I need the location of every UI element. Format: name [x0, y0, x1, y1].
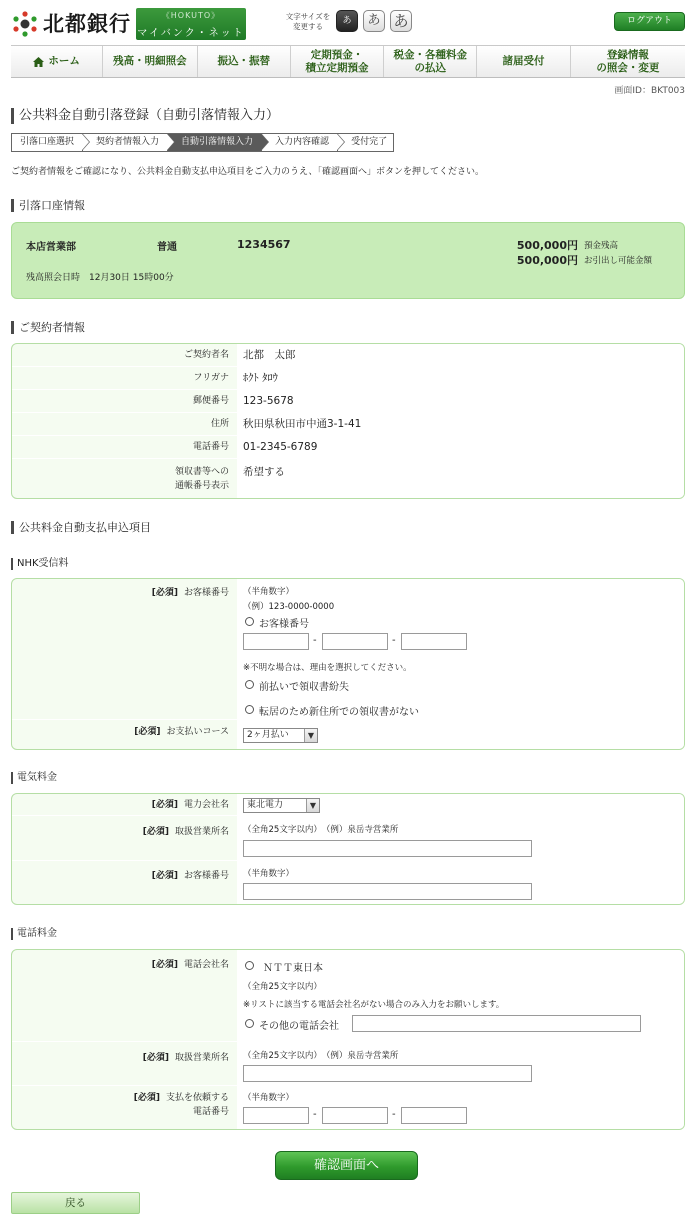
- required-mark: [必須]: [151, 960, 178, 970]
- header: [0, 0, 700, 46]
- dash: -: [313, 635, 317, 646]
- nhk-customer-input-2[interactable]: [322, 633, 388, 650]
- nav-transfer-label: 振込・振替: [217, 55, 270, 67]
- contract-address-label: 住所: [210, 419, 229, 429]
- account-balance: 500,000円: [516, 239, 578, 252]
- required-mark: [必須]: [151, 588, 178, 598]
- electric-office-hint: （全角25文字以内） （例）泉岳寺営業所: [243, 825, 399, 835]
- bank-logo-icon: [12, 11, 38, 37]
- intro-text: ご契約者情報をご確認になり、公共料金自動支払申込項目をご入力のうえ、「確認画面へ」ボタンを押してください。: [11, 167, 485, 177]
- nav-registration[interactable]: [571, 46, 685, 77]
- nav-time-deposit-label: [305, 49, 368, 75]
- contract-row-address: [12, 413, 684, 436]
- electric-form-box: [11, 793, 685, 905]
- electric-office-field: [237, 816, 684, 860]
- nhk-course-row: [12, 720, 684, 750]
- nav-home[interactable]: [11, 46, 103, 77]
- electric-customer-label-text: お客様番号: [183, 871, 229, 881]
- dash: -: [313, 1109, 317, 1120]
- nhk-reason2-label: 転居のため新住所での領収書がない: [259, 707, 419, 718]
- nav-time-deposit-line2: 積立定期預金: [305, 61, 369, 74]
- nhk-hint-numeric: （半角数字）: [243, 587, 295, 597]
- required-mark: [必須]: [142, 1053, 169, 1063]
- nhk-reason1-label: 前払いで領収書紛失: [259, 682, 349, 693]
- nav-registration-line2: の照会・変更: [596, 61, 660, 74]
- account-type: 普通: [157, 242, 177, 253]
- electric-company-label: [12, 794, 237, 815]
- contract-phone-value: 01-2345-6789: [237, 436, 684, 458]
- electric-company-selected: 東北電力: [247, 800, 284, 810]
- phone-other-label: その他の電話会社: [259, 1021, 339, 1032]
- step-1: 引落口座選択: [11, 133, 82, 152]
- account-info-box: [11, 222, 685, 299]
- required-mark: [必須]: [151, 800, 178, 810]
- step-indicator: [11, 133, 394, 152]
- nhk-hint-example: （例）123-0000-0000: [243, 602, 335, 612]
- font-size-label-line2: 変更する: [293, 22, 323, 31]
- contract-row-kana: [12, 367, 684, 390]
- contract-phone-label: 電話番号: [192, 442, 229, 452]
- back-button[interactable]: 戻る: [11, 1192, 140, 1214]
- screen-id: 画面ID：BKT003: [614, 86, 685, 96]
- contract-name-value: 北都 太郎: [237, 344, 684, 366]
- account-number: 1234567: [237, 238, 291, 251]
- electric-office-label-text: 取扱営業所名: [174, 827, 229, 837]
- nav-home-label: ホーム: [48, 55, 80, 67]
- font-size-large-button[interactable]: あ: [390, 10, 412, 32]
- nav-registration-label: [596, 49, 659, 75]
- phone-office-label: [12, 1042, 237, 1085]
- nhk-reason2-radio[interactable]: [245, 705, 254, 714]
- phone-section-title: 電話料金: [11, 928, 57, 940]
- phone-tel-label: [12, 1086, 237, 1130]
- electric-customer-label: [12, 861, 237, 905]
- contract-row-receipt: [12, 459, 684, 499]
- electric-office-input[interactable]: [243, 840, 532, 857]
- phone-tel-input-1[interactable]: [243, 1107, 309, 1124]
- nhk-reason1-radio[interactable]: [245, 680, 254, 689]
- electric-office-label: [12, 816, 237, 860]
- nav-tax-payment[interactable]: [384, 46, 477, 77]
- contract-zip-label: 郵便番号: [192, 396, 229, 406]
- nav-notifications-label: 諸届受付: [502, 55, 545, 67]
- electric-customer-field: [237, 861, 684, 905]
- phone-company-row: [12, 950, 684, 1042]
- electric-company-select[interactable]: [243, 798, 320, 813]
- global-nav: [11, 45, 685, 78]
- phone-company-label-text: 電話会社名: [183, 960, 229, 970]
- nav-registration-line1: 登録情報: [606, 48, 649, 61]
- nav-time-deposit[interactable]: [291, 46, 384, 77]
- dash: -: [392, 635, 396, 646]
- logout-button[interactable]: ログアウト: [614, 12, 685, 31]
- phone-office-field: [237, 1042, 684, 1085]
- nhk-customer-label-text: お客様番号: [183, 588, 229, 598]
- contract-receipt-label-line1: 領収書等への: [174, 467, 229, 477]
- nhk-form-box: [11, 578, 685, 750]
- phone-tel-label-line1: 支払を依頼する: [165, 1093, 229, 1103]
- nav-tax-payment-label: [394, 49, 468, 75]
- nav-transfer[interactable]: [198, 46, 291, 77]
- service-band: [136, 8, 246, 40]
- nav-notifications[interactable]: [477, 46, 570, 77]
- nhk-customer-row: [12, 579, 684, 720]
- contract-section-title: ご契約者情報: [11, 321, 85, 334]
- electric-section-title: 電気料金: [11, 772, 57, 784]
- font-size-medium-button[interactable]: あ: [363, 10, 385, 32]
- electric-company-field: [237, 794, 684, 815]
- electric-customer-hint: （半角数字）: [243, 869, 295, 879]
- phone-company-field: [237, 950, 684, 1041]
- phone-tel-row: [12, 1086, 684, 1130]
- nhk-customer-field: [237, 579, 684, 719]
- contract-row-phone: [12, 436, 684, 459]
- electric-office-row: [12, 816, 684, 861]
- step-4: 入力内容確認: [261, 133, 337, 152]
- phone-other-input[interactable]: [352, 1015, 641, 1032]
- step-3-current: 自動引落情報入力: [167, 133, 261, 152]
- account-available-label: お引出し可能金額: [584, 256, 653, 266]
- font-size-small-button[interactable]: あ: [336, 10, 358, 32]
- phone-company-note: ※リストに該当する電話会社名がない場合のみ入力をお願いします。: [243, 1000, 505, 1010]
- phone-tel-hint: （半角数字）: [243, 1093, 295, 1103]
- step-5: 受付完了: [337, 133, 394, 152]
- chevron-down-icon: ▼: [304, 729, 317, 742]
- page-title: 公共料金自動引落登録（自動引落情報入力）: [11, 108, 279, 124]
- home-icon: [33, 57, 44, 67]
- nav-balance[interactable]: [103, 46, 197, 77]
- contract-row-name: [12, 344, 684, 367]
- phone-tel-input-3[interactable]: [401, 1107, 467, 1124]
- nav-balance-label: 残高・明細照会: [113, 55, 187, 67]
- account-section-title: 引落口座情報: [11, 199, 85, 212]
- nav-tax-payment-line2: の払込: [414, 61, 447, 74]
- electric-customer-row: [12, 861, 684, 905]
- nhk-course-selected: 2ヶ月払い: [247, 730, 289, 740]
- electric-company-label-text: 電力会社名: [183, 800, 229, 810]
- contract-receipt-value: 希望する: [237, 459, 684, 499]
- phone-company-label: [12, 950, 237, 1041]
- contract-receipt-label: [12, 459, 237, 499]
- font-size-label-line1: 文字サイズを: [285, 12, 331, 21]
- contract-row-zip: [12, 390, 684, 413]
- contract-info-box: [11, 343, 685, 499]
- nhk-customer-input-3[interactable]: [401, 633, 467, 650]
- contract-kana-value: ﾎｸﾄ ﾀﾛｳ: [237, 367, 684, 389]
- contract-kana-label: フリガナ: [193, 373, 229, 383]
- account-branch: 本店営業部: [26, 242, 76, 253]
- service-band-jp: マイバンク・ネット: [137, 28, 245, 39]
- nhk-customer-radio-label: お客様番号: [259, 619, 309, 630]
- contract-address-value: 秋田県秋田市中通3-1-41: [237, 413, 684, 435]
- account-balance-label: 預金残高: [584, 241, 619, 251]
- nhk-unknown-note: ※不明な場合は、理由を選択してください。: [243, 663, 412, 673]
- phone-tel-input-2[interactable]: [322, 1107, 388, 1124]
- contract-zip-value: 123-5678: [237, 390, 684, 412]
- phone-ntt-label: ＮＴＴ東日本: [263, 963, 323, 974]
- phone-form-box: [11, 949, 685, 1130]
- balance-check-time: 残高照会日時 12月30日 15時00分: [26, 273, 174, 283]
- required-mark: [必須]: [133, 1093, 160, 1103]
- phone-tel-field: [237, 1086, 684, 1130]
- nhk-course-label: [12, 720, 237, 750]
- dash: -: [392, 1109, 396, 1120]
- nhk-customer-input-1[interactable]: [243, 633, 309, 650]
- phone-tel-label-line2: 電話番号: [192, 1107, 229, 1117]
- electric-company-row: [12, 794, 684, 816]
- phone-office-row: [12, 1042, 684, 1086]
- phone-ntt-radio[interactable]: [245, 961, 254, 970]
- nhk-course-select[interactable]: [243, 728, 318, 743]
- apply-section-title: 公共料金自動支払申込項目: [11, 521, 151, 534]
- nav-time-deposit-line1: 定期預金・: [310, 48, 364, 61]
- bank-name: 北都銀行: [43, 12, 131, 36]
- bank-logo[interactable]: [10, 4, 245, 42]
- nhk-course-field: [237, 720, 684, 750]
- electric-customer-input[interactable]: [243, 883, 532, 900]
- phone-office-input[interactable]: [243, 1065, 532, 1082]
- confirm-button[interactable]: 確認画面へ: [275, 1151, 418, 1180]
- phone-office-label-text: 取扱営業所名: [174, 1053, 229, 1063]
- contract-receipt-label-line2: 通帳番号表示: [174, 481, 229, 491]
- chevron-down-icon: ▼: [306, 799, 319, 812]
- contract-name-label: ご契約者名: [183, 350, 229, 360]
- nhk-section-title: NHK受信料: [11, 558, 69, 570]
- required-mark: [必須]: [142, 827, 169, 837]
- step-2: 契約者情報入力: [82, 133, 167, 152]
- nhk-customer-label: [12, 579, 237, 719]
- phone-company-hint: （全角25文字以内）: [243, 982, 322, 992]
- service-band-en: 《HOKUTO》: [161, 11, 221, 20]
- phone-office-hint: （全角25文字以内） （例）泉岳寺営業所: [243, 1051, 399, 1061]
- font-size-label: [283, 12, 333, 32]
- nav-tax-payment-line1: 税金・各種料金: [393, 48, 468, 61]
- account-available: 500,000円: [516, 254, 578, 267]
- required-mark: [必須]: [151, 871, 178, 881]
- nhk-customer-radio[interactable]: [245, 617, 254, 626]
- phone-other-radio[interactable]: [245, 1019, 254, 1028]
- nhk-course-label-text: お支払いコース: [166, 727, 229, 737]
- required-mark: [必須]: [134, 727, 161, 737]
